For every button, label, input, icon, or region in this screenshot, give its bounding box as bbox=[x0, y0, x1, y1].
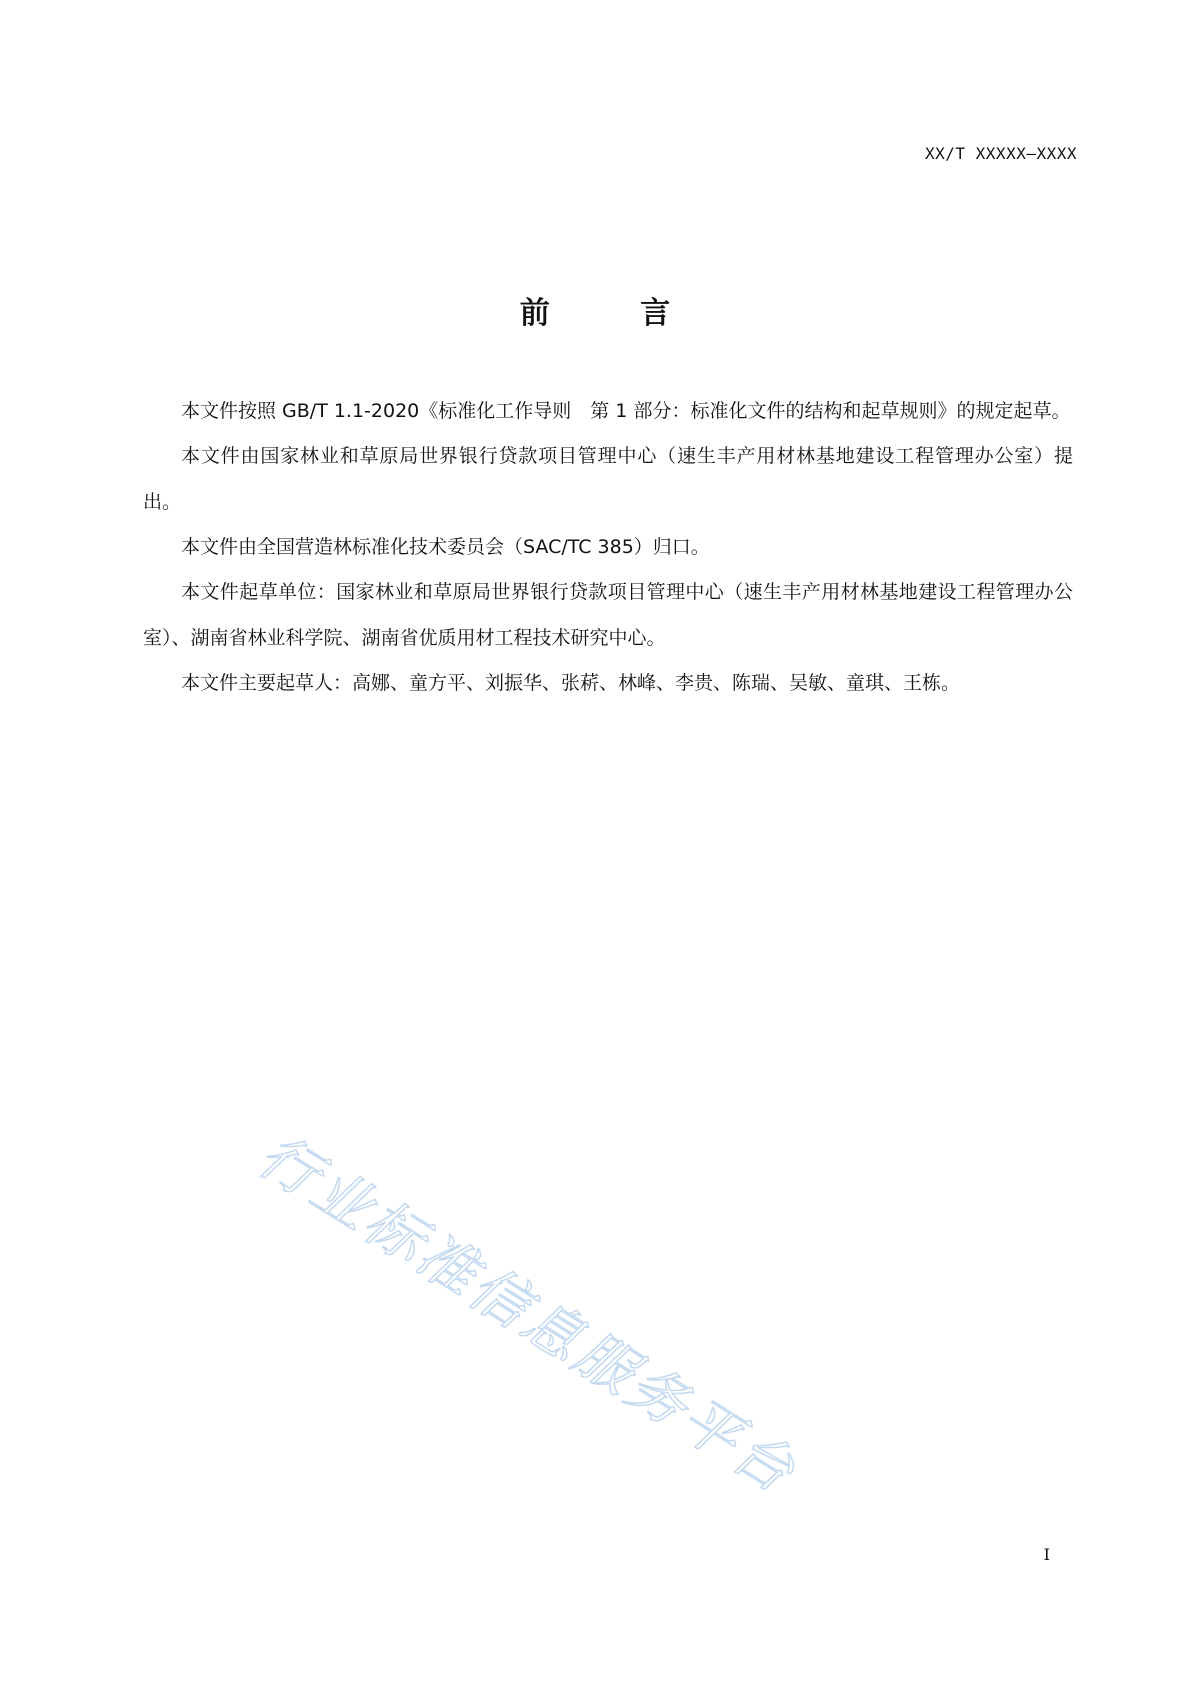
paragraph-drafting-rules: 本文件按照 GB/T 1.1-2020《标准化工作导则 第 1 部分：标准化文件的结构和起草规则》的规定起草。 bbox=[181, 400, 1071, 422]
document-code: XX/T XXXXX—XXXX bbox=[925, 144, 1077, 163]
page-number: I bbox=[1043, 1545, 1050, 1564]
paragraph-drafters: 本文件主要起草人：高娜、童方平、刘振华、张菥、林峰、李贵、陈瑞、吴敏、童琪、王栋。 bbox=[181, 672, 961, 694]
paragraph-technical-committee: 本文件由全国营造林标准化技术委员会（SAC/TC 385）归口。 bbox=[181, 536, 710, 558]
watermark: 行业标准信息服务平台 bbox=[247, 1121, 809, 1508]
foreword-body bbox=[143, 395, 1073, 713]
page-title: 前 言 bbox=[519, 296, 711, 331]
paragraph-drafting-units: 本文件起草单位：国家林业和草原局世界银行贷款项目管理中心（速生丰产用材林基地建设工程管理办公室）、湖南省林业科学院、湖南省优质用材工程技术研究中心。 bbox=[143, 581, 1073, 649]
paragraph-proposer: 本文件由国家林业和草原局世界银行贷款项目管理中心（速生丰产用材林基地建设工程管理办公室）提出。 bbox=[143, 445, 1073, 513]
